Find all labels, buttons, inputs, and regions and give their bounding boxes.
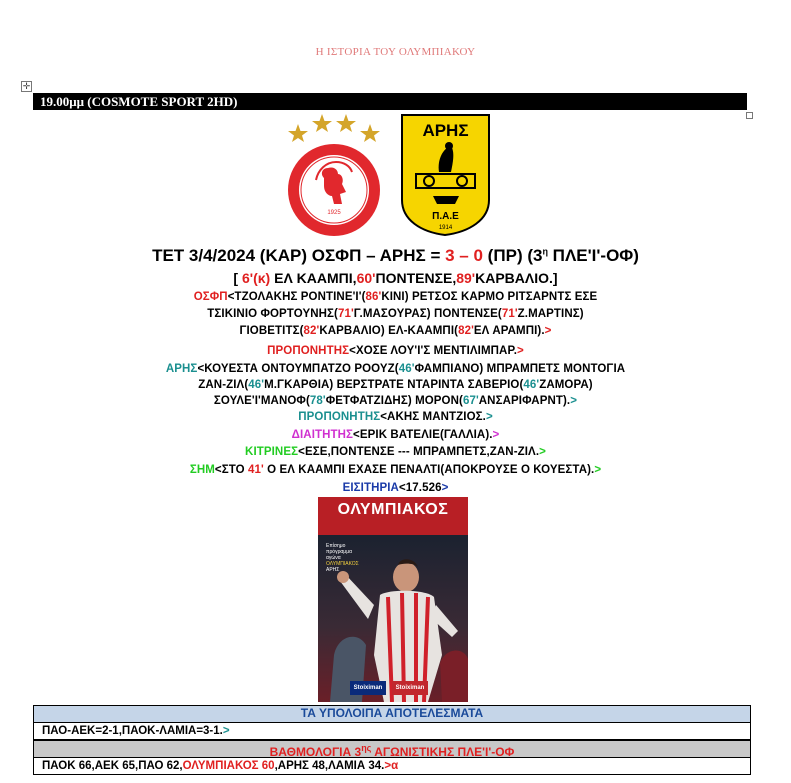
lineup-text: ΤΣΙΚΙΝΙΟ ΦΟΡΤΟΥΝΗΣ( [207, 308, 338, 320]
standings-text: ΠΑΟΚ 66,ΑΕΚ 65,ΠΑΟ 62, [42, 760, 183, 772]
sub-minute: 46' [248, 379, 265, 391]
sub-minute: 67' [462, 395, 479, 407]
lineup-text: <ΚΟΥΕΣΤΑ ΟΝΤΟΥΜΠΑΤΖΟ ΡΟΟΥΖ( [197, 363, 399, 375]
cover-caption-line: πρόγραμμα [326, 549, 352, 555]
cover-title: ΟΛΥΜΠΙΑΚΟΣ [337, 501, 449, 518]
close-bracket: > [492, 429, 500, 441]
team-label: ΟΣΦΠ [193, 291, 228, 303]
osfp-lineup-line-2 [0, 308, 791, 320]
match-suffix-a: (ΠΡ) (3 [482, 246, 543, 265]
sub-minute: 86' [365, 291, 382, 303]
attendance-value: <17.526 [398, 482, 442, 494]
match-heading [0, 246, 791, 266]
note-line [0, 464, 791, 476]
close-bracket: > [441, 482, 449, 494]
close-bracket: > [570, 395, 578, 407]
close-bracket: > [222, 725, 230, 737]
cover-caption-line: ΟΛΥΜΠΙΑΚΟΣ [326, 561, 359, 567]
goal-minute: 6'(κ) [241, 270, 271, 286]
table-move-handle-icon[interactable]: ✛ [22, 82, 31, 92]
cover-sponsor-badge: Stoiximan [350, 681, 386, 695]
standings-trail: α [391, 760, 399, 772]
goal-minute: 89' [456, 270, 476, 286]
coach-label: ΠΡΟΠΟΝΗΤΗΣ [298, 411, 381, 423]
other-results-text: ΠΑΟ-ΑΕΚ=2-1,ΠΑΟΚ-ΛΑΜΙΑ=3-1. [42, 725, 223, 737]
player-silhouette-icon [318, 535, 468, 702]
olympiacos-crest-year: 1925 [327, 210, 341, 216]
close-bracket: > [594, 464, 602, 476]
aris-crest [399, 112, 492, 237]
other-results-header: ΤΑ ΥΠΟΛΟΙΠΑ ΑΠΟΤΕΛΕΣΜΑΤΑ [34, 706, 750, 723]
cover-player-photo [318, 535, 468, 702]
lineup-text: ΕΛ ΑΡΑΜΠΙ). [473, 325, 545, 337]
lineup-text: <ΤΖΟΛΑΚΗΣ ΡΟΝΤΙΝΕ'Ι'( [227, 291, 366, 303]
aris-coach [0, 411, 791, 423]
other-results-row [34, 723, 750, 739]
standings-highlight: ΟΛΥΜΠΙΑΚΟΣ 60 [182, 760, 275, 772]
lineup-text: ΦΕΤΦΑΤΖΙΔΗΣ) ΜΟΡΟΝ( [325, 395, 463, 407]
yellow-cards-list: <ΕΣΕ,ΠΟΝΤΕΝΣΕ --- ΜΠΡΑΜΠΕΤΣ,ΖΑΝ-ΖΙΛ. [298, 446, 540, 458]
aris-lineup-line-2 [0, 379, 791, 391]
table-resize-handle[interactable] [746, 112, 753, 119]
yellow-cards-line [0, 446, 791, 458]
close-bracket: > [517, 345, 524, 357]
goal-minute: 60' [356, 270, 376, 286]
goal-scorer: ΠΟΝΤΕΝΣΕ, [375, 270, 457, 286]
yellow-cards-label: ΚΙΤΡΙΝΕΣ [245, 446, 299, 458]
aris-lineup-line-3 [0, 395, 791, 407]
lineup-text: ΖΑΜΟΡΑ) [539, 379, 593, 391]
match-suffix-sup: η [542, 246, 548, 257]
lineup-text: ΑΝΣΑΡΙΦΑΡΝΤ). [478, 395, 571, 407]
olympiacos-crest [284, 110, 384, 236]
lineup-text: ΓΙΟΒΕΤΙΤΣ( [239, 325, 304, 337]
goal-scorer: ΚΑΡΒΑΛΙΟ.] [475, 270, 558, 286]
referee-name: <ΕΡΙΚ ΒΑΤΕΛΙΕ(ΓΑΛΛΙΑ). [353, 429, 493, 441]
cover-caption-line: ΑΡΗΣ [326, 567, 340, 573]
cover-caption-line: αγώνα [326, 555, 341, 561]
close-bracket: > [485, 411, 493, 423]
coach-label: ΠΡΟΠΟΝΗΤΗΣ [267, 345, 350, 357]
sub-minute: 46' [398, 363, 415, 375]
sub-minute: 78' [309, 395, 326, 407]
referee-label: ΔΙΑΙΤΗΤΗΣ [291, 429, 354, 441]
olympiacos-crest-icon [284, 110, 384, 236]
attendance-label: ΕΙΣΙΤΗΡΙΑ [342, 482, 399, 494]
standings-header-text: ΑΓΩΝΙΣΤΙΚΗΣ ΠΛΕ'Ι'-ΟΦ [371, 745, 515, 759]
close-bracket: > [384, 760, 392, 772]
goal-scorers [0, 270, 791, 286]
cover-sponsor-badge: Stoiximan [392, 681, 428, 695]
other-results-table [33, 705, 751, 740]
coach-name: <ΑΚΗΣ ΜΑΝΤΖΙΟΣ. [380, 411, 486, 423]
sub-minute: 71' [501, 308, 518, 320]
referee-line [0, 429, 791, 441]
match-suffix-b: ΠΛΕ'Ι'-ΟΦ) [547, 246, 639, 265]
broadcast-time-bar: 19.00μμ (COSMOTE SPORT 2HD) [33, 93, 747, 110]
osfp-coach [0, 345, 791, 357]
sub-minute: 71' [337, 308, 354, 320]
lineup-text: Μ.ΓΚΑΡΘΙΑ) ΒΕΡΣΤΡΑΤΕ ΝΤΑΡΙΝΤΑ ΣΑΒΕΡΙΟ( [264, 379, 524, 391]
note-minute: 41' [248, 464, 264, 476]
page-title: Η ΙΣΤΟΡΙΑ ΤΟΥ ΟΛΥΜΠΙΑΚΟΥ [315, 46, 476, 58]
standings-header-sup: ης [361, 743, 372, 753]
goal-scorer: ΕΛ ΚΑΑΜΠΙ, [270, 270, 357, 286]
standings-header [34, 741, 750, 758]
match-program-cover-image [318, 497, 468, 702]
standings-text: ,ΑΡΗΣ 48,ΛΑΜΙΑ 34. [274, 760, 385, 772]
lineup-text: ΦΑΜΠΙΑΝΟ) ΜΠΡΑΜΠΕΤΣ ΜΟΝΤΟΓΙΑ [414, 363, 626, 375]
team-label: ΑΡΗΣ [165, 363, 198, 375]
sub-minute: 46' [523, 379, 540, 391]
match-score: 3 – 0 [445, 246, 483, 265]
close-bracket: > [544, 325, 552, 337]
sub-minute: 82' [458, 325, 474, 337]
note-text: Ο ΕΛ ΚΑΑΜΠΙ ΕΧΑΣΕ ΠΕΝΑΛΤΙ(ΑΠΟΚΡΟΥΣΕ Ο ΚΟΥΕΣΤΑ). [263, 464, 595, 476]
coach-name: <ΧΟΣΕ ΛΟΥ'Ι'Σ ΜΕΝΤΙΛΙΜΠΑΡ. [349, 345, 518, 357]
sub-minute: 82' [303, 325, 320, 337]
aris-lineup-line-1 [0, 363, 791, 375]
attendance-line [0, 482, 791, 494]
note-text: <ΣΤΟ [214, 464, 248, 476]
lineup-text: ΖΑΝ-ΖΙΛ( [198, 379, 249, 391]
osfp-lineup-line-1 [0, 291, 791, 303]
lineup-text: ΚΙΝΙ) ΡΕΤΣΟΣ ΚΑΡΜΟ ΡΙΤΣΑΡΝΤΣ ΕΣΕ [381, 291, 598, 303]
osfp-lineup-line-3 [0, 325, 791, 337]
aris-crest-icon [399, 112, 492, 237]
standings-table [33, 740, 751, 775]
match-prefix: ΤΕΤ 3/4/2024 (ΚΑΡ) ΟΣΦΠ – ΑΡΗΣ = [152, 246, 446, 265]
close-bracket: > [539, 446, 546, 458]
lineup-text: ΚΑΡΒΑΛΙΟ) ΕΛ-ΚΑΑΜΠΙ( [319, 325, 459, 337]
standings-row [34, 758, 750, 774]
cover-caption-line: Επίσημο [326, 543, 346, 549]
lineup-text: Ζ.ΜΑΡΤΙΝΣ) [517, 308, 584, 320]
aris-crest-abbr: Π.Α.Ε [432, 211, 459, 222]
standings-header-text: ΒΑΘΜΟΛΟΓΙΑ 3 [269, 745, 362, 759]
goals-open: [ [233, 270, 242, 286]
lineup-text: ΣΟΥΛΕ'Ι'ΜΑΝΟΦ( [213, 395, 310, 407]
aris-crest-year: 1914 [438, 225, 453, 231]
note-label: ΣΗΜ [189, 464, 215, 476]
lineup-text: Γ.ΜΑΣΟΥΡΑΣ) ΠΟΝΤΕΝΣΕ( [353, 308, 502, 320]
aris-crest-name: ΑΡΗΣ [422, 121, 469, 140]
